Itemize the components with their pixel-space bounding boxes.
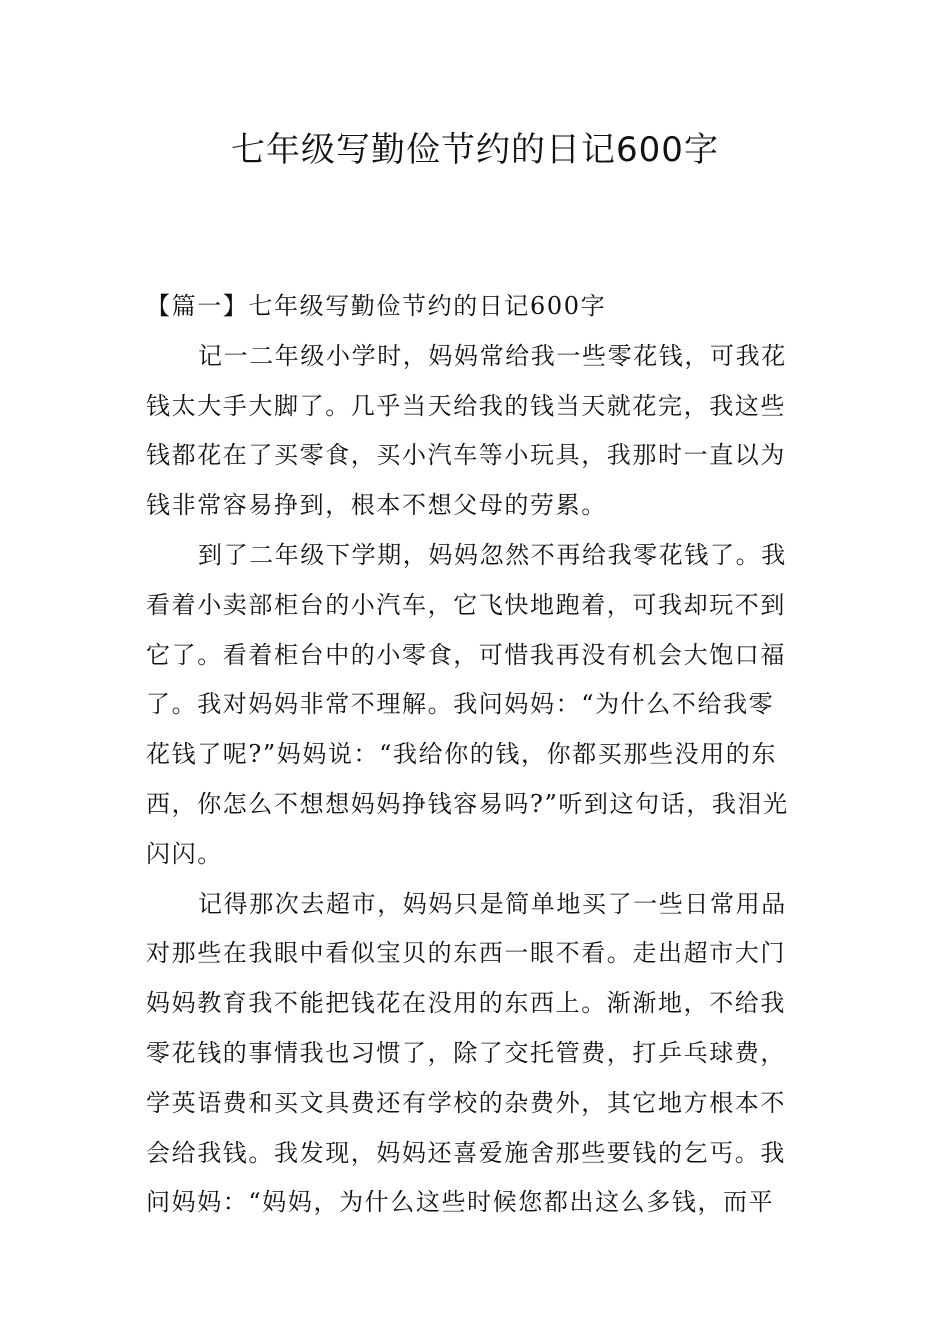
paragraph-3-line-6: 会给我钱。我发现，妈妈还喜爱施舍那些要钱的乞丐。我 [146, 1138, 786, 1167]
paragraph-2-line-5: 花钱了呢?”妈妈说：“我给你的钱，你都买那些没用的东 [146, 740, 778, 769]
paragraph-3-line-3: 妈妈教育我不能把钱花在没用的东西上。渐渐地，不给我 [146, 989, 786, 1018]
paragraph-3-line-1: 记得那次去超市，妈妈只是简单地买了一些日常用品 [198, 889, 787, 918]
paragraph-1-line-3: 钱都花在了买零食，买小汽车等小玩具，我那时一直以为 [146, 441, 786, 470]
paragraph-3-line-2: 对那些在我眼中看似宝贝的东西一眼不看。走出超市大门 [146, 939, 786, 968]
paragraph-2-line-3: 它了。看着柜台中的小零食，可惜我再没有机会大饱口福 [146, 640, 786, 669]
paragraph-3-line-5: 学英语费和买文具费还有学校的杂费外，其它地方根本不 [146, 1088, 786, 1117]
paragraph-3-line-7: 问妈妈：“妈妈，为什么这些时候您都出这么多钱，而平 [146, 1188, 775, 1217]
paragraph-2-line-1: 到了二年级下学期，妈妈忽然不再给我零花钱了。我 [198, 540, 787, 569]
document-title: 七年级写勤俭节约的日记600字 [231, 130, 719, 170]
section-heading: 【篇一】七年级写勤俭节约的日记600字 [146, 292, 607, 320]
paragraph-2-line-4: 了。我对妈妈非常不理解。我问妈妈：“为什么不给我零 [146, 690, 775, 719]
paragraph-3-line-4: 零花钱的事情我也习惯了，除了交托管费，打乒乓球费， [146, 1038, 786, 1067]
paragraph-1-line-4: 钱非常容易挣到，根本不想父母的劳累。 [146, 491, 607, 520]
paragraph-2-line-2: 看着小卖部柜台的小汽车，它飞快地跑着，可我却玩不到 [146, 590, 786, 619]
paragraph-2-line-7: 闪闪。 [146, 839, 223, 868]
paragraph-2-line-6: 西，你怎么不想想妈妈挣钱容易吗?”听到这句话，我泪光 [146, 789, 789, 818]
paragraph-1-line-1: 记一二年级小学时，妈妈常给我一些零花钱，可我花 [198, 341, 787, 370]
paragraph-1-line-2: 钱太大手大脚了。几乎当天给我的钱当天就花完，我这些 [146, 391, 786, 420]
document-body [146, 282, 806, 1228]
